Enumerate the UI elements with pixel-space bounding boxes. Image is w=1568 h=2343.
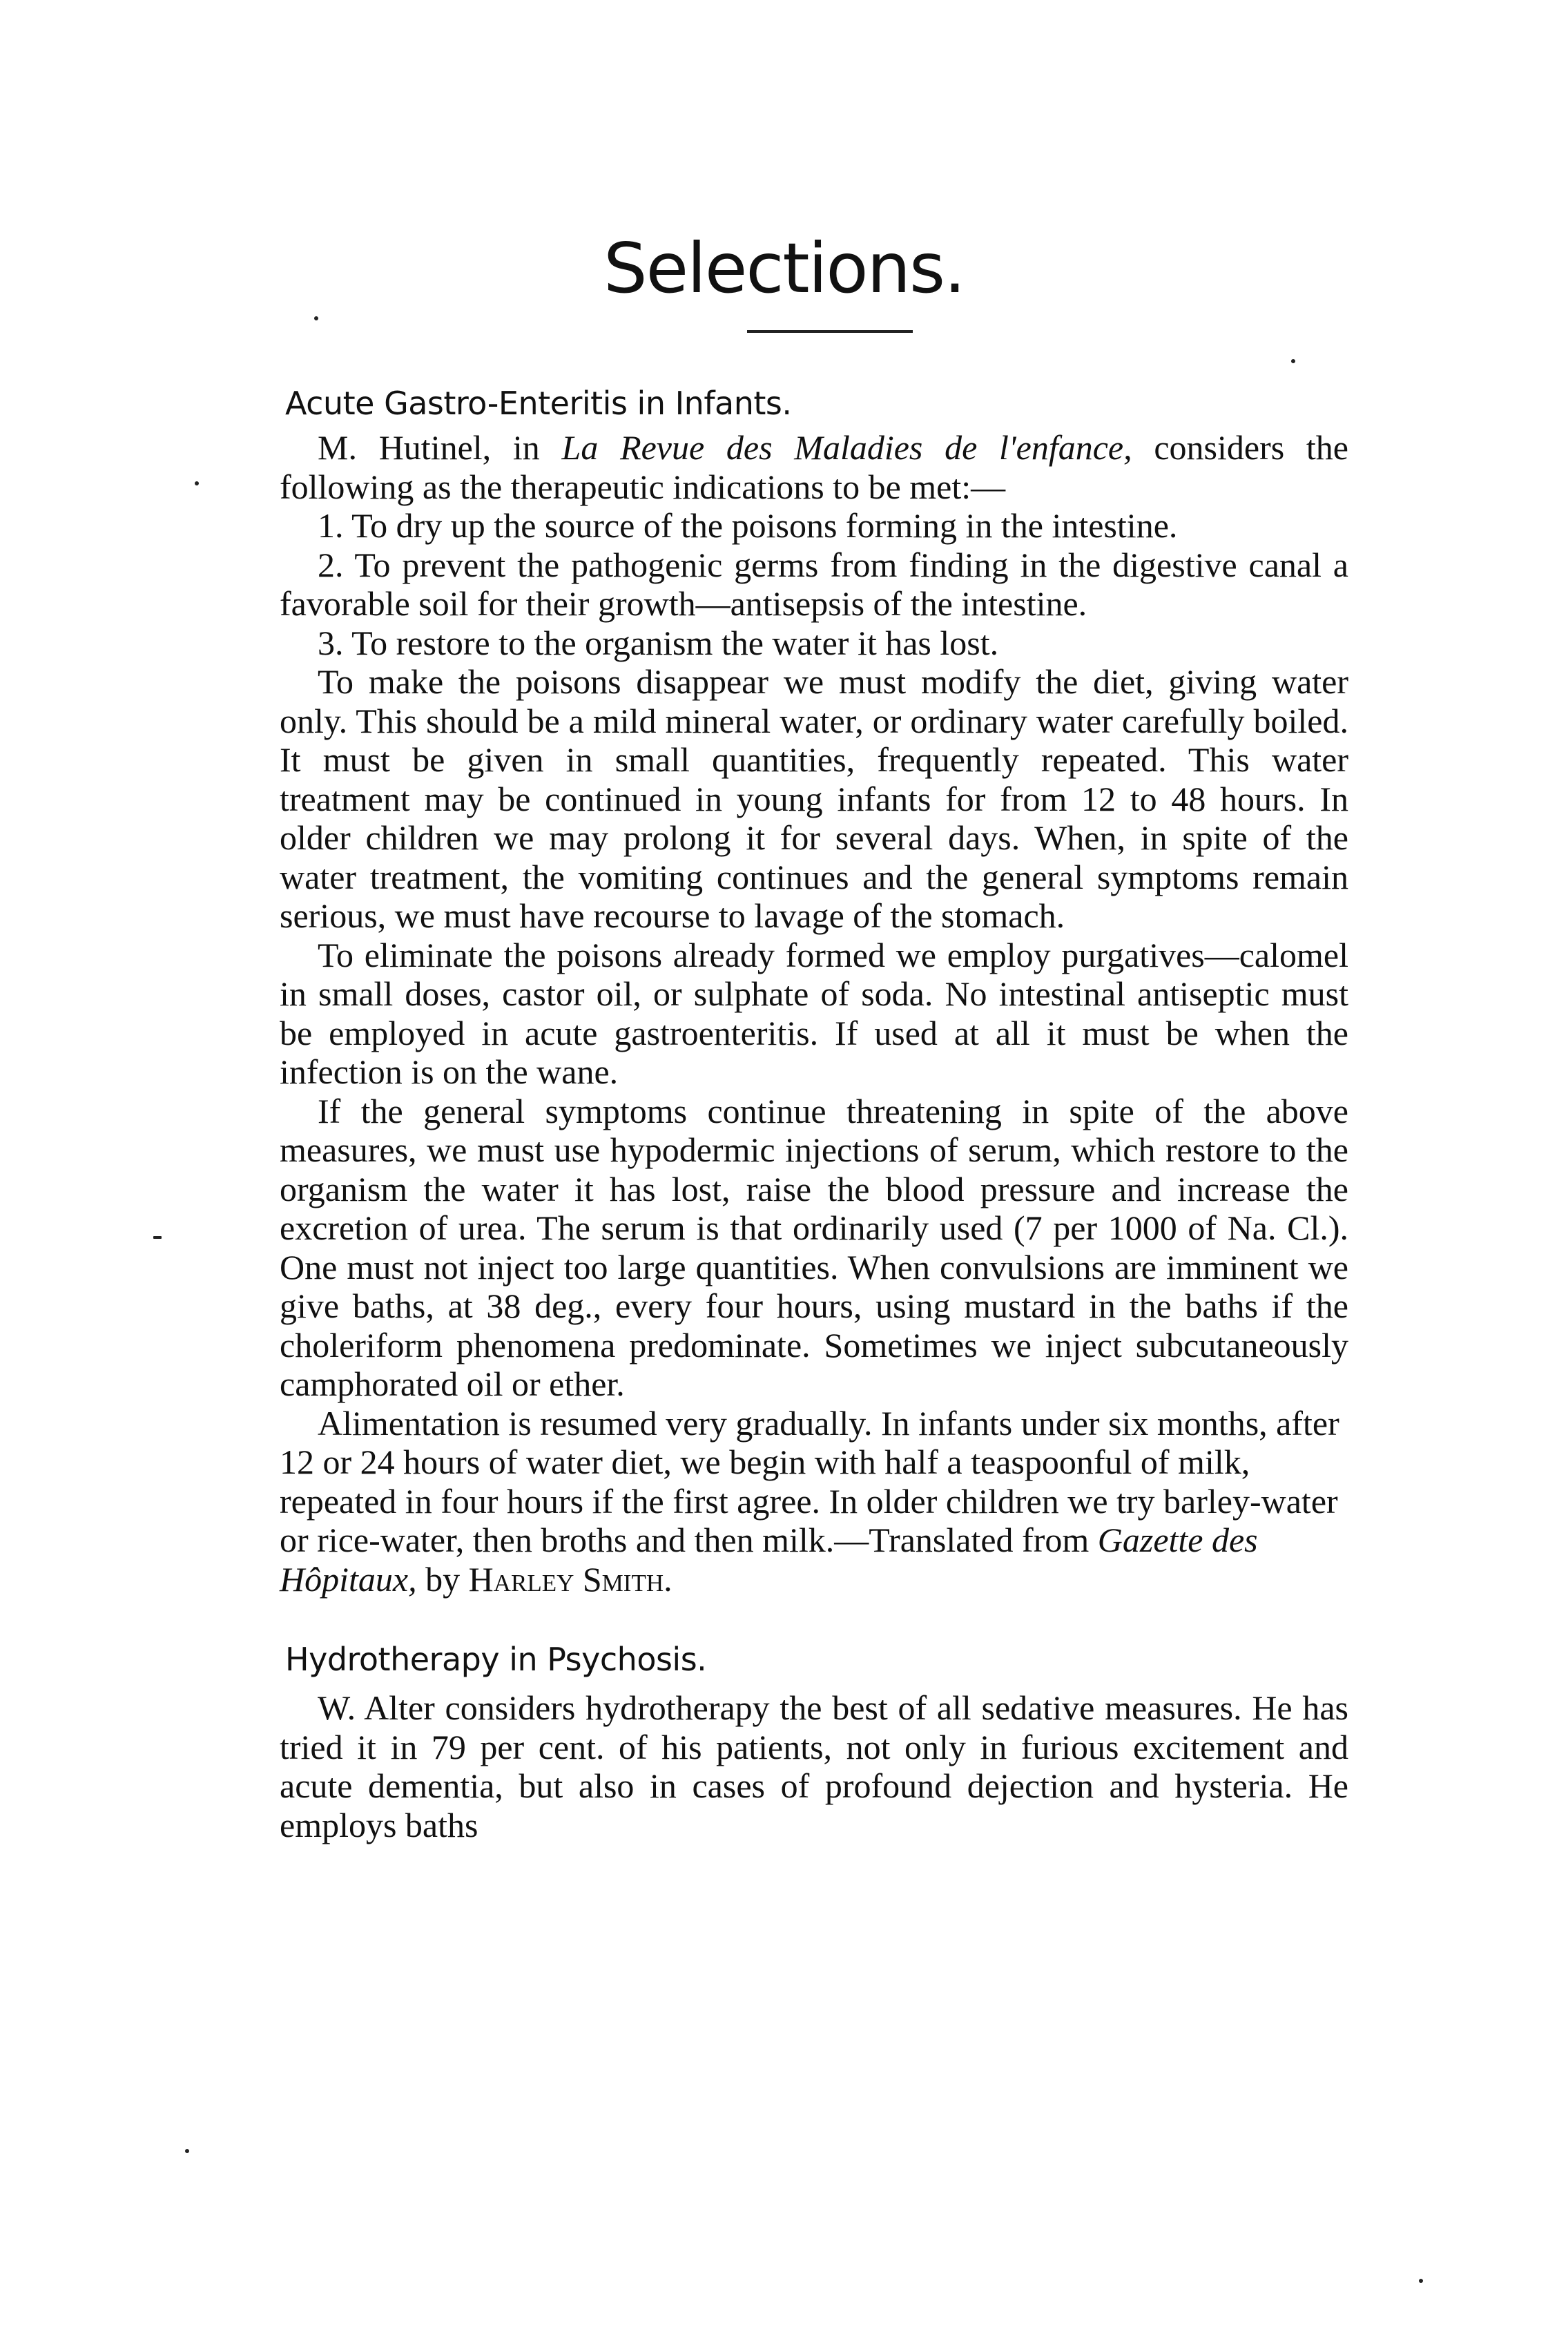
paragraph: 2. To prevent the pathogenic germs from finding in the digestive canal a favorable soil for their growth—antisepsis of the intestine. (280, 545, 1348, 623)
journal-title: Gazette des Hôpitaux, (280, 1521, 1258, 1599)
page-title: Selections. (603, 228, 965, 309)
paragraph: 1. To dry up the source of the poisons forming in the intestine. (318, 506, 1178, 545)
print-speck (1419, 2279, 1423, 2283)
section-heading: Acute Gastro-Enteritis in Infants. (285, 385, 792, 422)
paragraph: To make the poisons disappear we must modify the diet, giving water only. This should be a mild mineral water, or ordinary water carefully boiled. It must be given in small quantities, frequently repeated. This water treatment may be continued in young infants for from 12 to 48 hours. In older children we may prolong it for several days. When, in spite of the water treatment, the vomiting continues and the general symptoms remain serious, we must have recourse to lavage of the stomach. (280, 662, 1348, 935)
paragraph-text: Alimentation is resumed very gradually. In infants under six months, after 12 or 24 hours of water diet, we begin with half a teaspoonful of milk, repeated in four hours if the first agree. In older children we try barley-water or rice-water, then broths and then milk.—Translated from (280, 1403, 1339, 1559)
paragraph: To eliminate the poisons already formed we employ purgatives—calomel in small doses, castor oil, or sulphate of soda. No intestinal antiseptic must be employed in acute gastroenteritis. If used at all it must be when the infection is on the wane. (280, 935, 1348, 1091)
section-heading: Hydrotherapy in Psychosis. (285, 1641, 707, 1678)
translator-name: Harley Smith. (468, 1559, 672, 1599)
paragraph: 3. To restore to the organism the water it has lost. (318, 623, 999, 662)
text-column (280, 359, 1348, 1844)
paragraph (280, 1404, 1348, 1599)
paragraph-text: by (416, 1559, 469, 1599)
title-rule (747, 330, 913, 333)
paragraph: W. Alter considers hydrotherapy the best of all sedative measures. He has tried it in 79 per cent. of his patients, not only in furious excitement and acute dementia, but also in cases of profound dejection and hysteria. He employs baths (280, 1688, 1348, 1844)
paragraph (280, 428, 1348, 506)
print-speck (185, 2149, 189, 2153)
paragraph-text: considers the following as the therapeutic indications to be met:— (280, 428, 1348, 506)
journal-title: La Revue des Maladies de l'enfance, (561, 428, 1132, 467)
print-speck (314, 316, 318, 320)
paragraph: If the general symptoms continue threatening in spite of the above measures, we must use hypodermic injections of serum, which restore to the organism the water it has lost, raise the blood pressure and increase the excretion of urea. The serum is that ordinarily used (7 per 1000 of Na. Cl.). One must not inject too large quantities. When convulsions are imminent we give baths, at 38 deg., every four hours, using mustard in the baths if the choleriform phenomena predominate. Sometimes we inject subcutaneously camphorated oil or ether. (280, 1091, 1348, 1403)
print-speck (153, 1236, 162, 1239)
paragraph-text: M. Hutinel, in (318, 428, 562, 467)
print-speck (195, 481, 199, 485)
